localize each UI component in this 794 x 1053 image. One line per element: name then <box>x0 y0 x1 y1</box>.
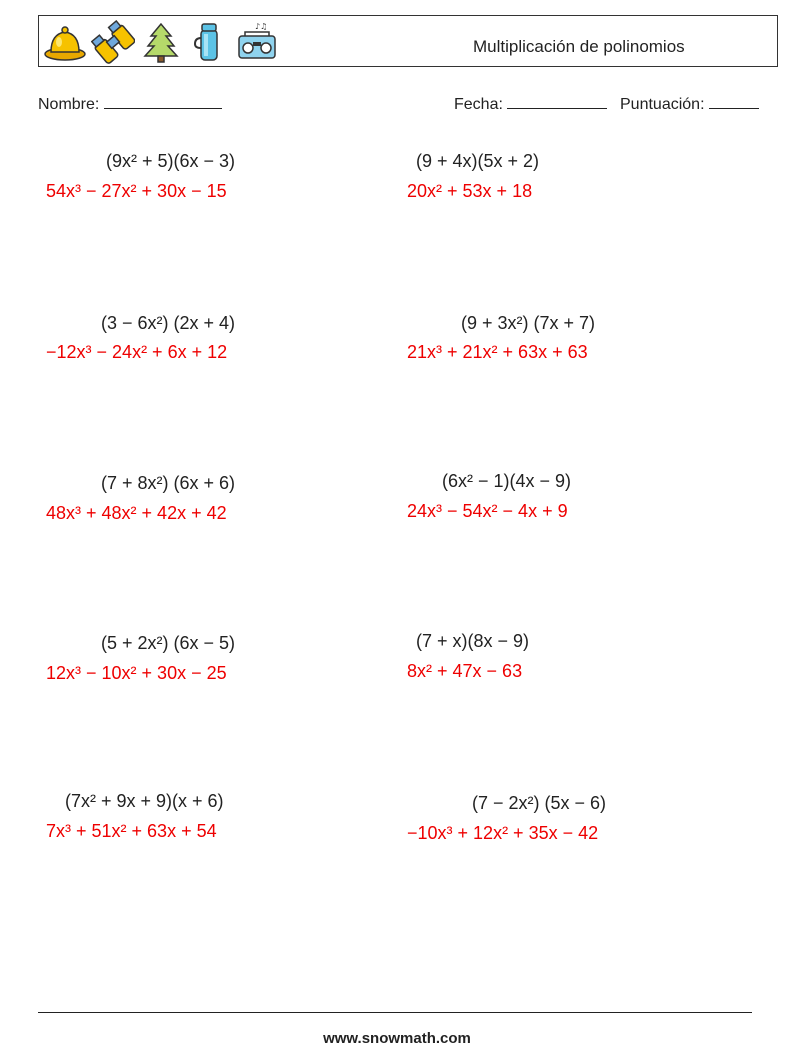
date-blank[interactable] <box>507 94 607 109</box>
problem-1-question: (9x² + 5)(6x − 3) <box>105 151 235 171</box>
problem-3-question: (3 − 6x²) (2x + 4) <box>100 313 235 333</box>
problem-4-question: (9 + 3x²) (7x + 7) <box>460 313 595 333</box>
problem-7-question: (5 + 2x²) (6x − 5) <box>100 633 235 653</box>
name-blank[interactable] <box>104 94 222 109</box>
problem-10-answer: −10x³ + 12x² + 35x − 42 <box>407 823 599 843</box>
problem-10-question: (7 − 2x²) (5x − 6) <box>471 793 606 813</box>
name-field <box>38 94 222 114</box>
footer-url[interactable]: www.snowmath.com <box>323 1030 471 1047</box>
problem-5-answer: 48x³ + 48x² + 42x + 42 <box>46 503 227 523</box>
problem-9-question: (7x² + 9x + 9)(x + 6) <box>65 791 224 811</box>
radio-icon <box>235 20 279 64</box>
header-icons <box>43 20 279 64</box>
bell-icon <box>43 20 87 64</box>
score-blank[interactable] <box>709 94 759 109</box>
worksheet-title: Multiplicación de polinomios <box>473 37 685 56</box>
problem-2-question: (9 + 4x)(5x + 2) <box>416 151 540 171</box>
score-label: Puntuación: <box>620 96 705 113</box>
problem-8-question: (7 + x)(8x − 9) <box>416 631 530 651</box>
thermos-icon <box>187 20 231 64</box>
problem-7-answer: 12x³ − 10x² + 30x − 25 <box>46 663 227 683</box>
footer-divider <box>38 1012 752 1013</box>
problem-4-answer: 21x³ + 21x² + 63x + 63 <box>407 342 588 362</box>
problem-6-answer: 24x³ − 54x² − 4x + 9 <box>407 501 568 521</box>
name-label: Nombre: <box>38 96 100 113</box>
pine-tree-icon <box>139 20 183 64</box>
date-label: Fecha: <box>454 96 503 113</box>
svg-text:♪♫: ♪♫ <box>255 22 268 31</box>
problem-2-answer: 20x² + 53x + 18 <box>407 181 533 201</box>
problem-6-question: (6x² − 1)(4x − 9) <box>442 471 572 491</box>
problem-9-answer: 7x³ + 51x² + 63x + 54 <box>46 821 217 841</box>
problem-1-answer: 54x³ − 27x² + 30x − 15 <box>46 181 227 201</box>
score-field <box>620 94 759 114</box>
problem-3-answer: −12x³ − 24x² + 6x + 12 <box>46 342 228 362</box>
problem-8-answer: 8x² + 47x − 63 <box>407 661 523 681</box>
binoculars-icon <box>91 20 135 64</box>
date-field <box>454 94 607 114</box>
worksheet-header <box>38 15 778 67</box>
problem-5-question: (7 + 8x²) (6x + 6) <box>100 473 235 493</box>
